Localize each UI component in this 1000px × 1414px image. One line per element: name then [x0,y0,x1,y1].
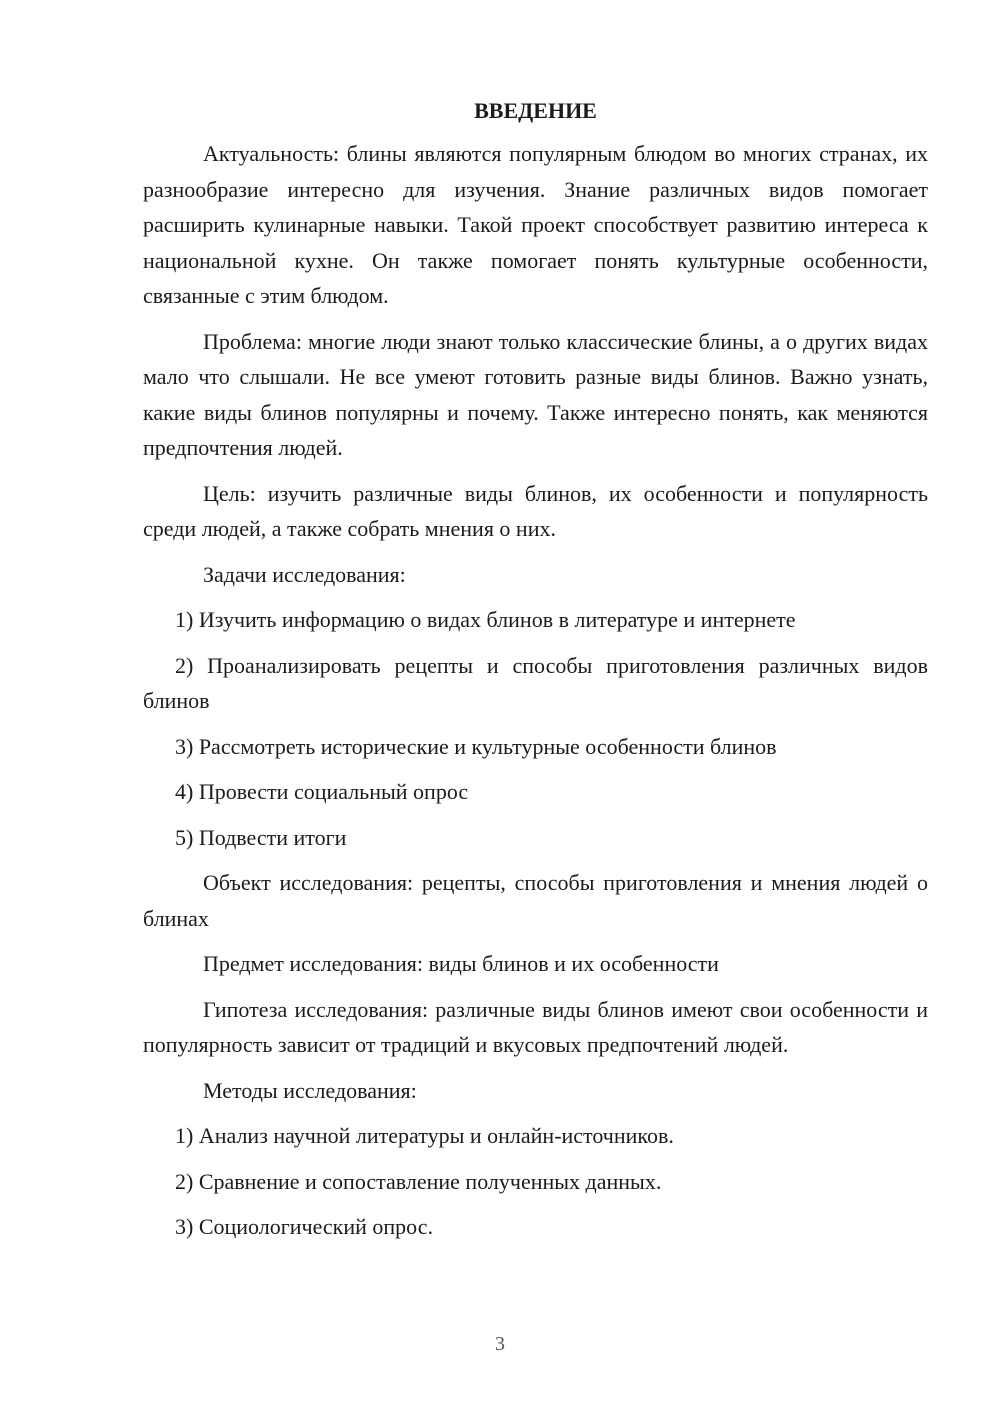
method-item-1: 1) Анализ научной литературы и онлайн-источников. [175,1123,674,1148]
task-item-2: 2) Проанализировать рецепты и способы приготовления различных видов блинов [143,652,928,713]
relevance-paragraph: Актуальность: блины являются популярным блюдом во многих странах, их разнообразие интересно для изучения. Знание различных видов помогает расширить кулинарные навыки. Такой проект способствует развитию интереса к национальной кухне. Он также помогает понять культурные особенности, связанные с этим блюдом. [143,141,928,308]
subject-paragraph: Предмет исследования: виды блинов и их особенности [203,951,719,976]
task-item-3: 3) Рассмотреть исторические и культурные особенности блинов [175,733,777,759]
hypothesis-paragraph: Гипотеза исследования: различные виды блинов имеют свои особенности и популярность зависит от традиций и вкусовых предпочтений людей. [143,996,928,1057]
tasks-heading: Задачи исследования: [203,561,406,587]
problem-paragraph: Проблема: многие люди знают только классические блины, а о других видах мало что слышали. Не все умеют готовить разные виды блинов. Важно узнать, какие виды блинов популярны и почему. Также интересно понять, как меняются предпочтения людей. [143,328,928,460]
methods-heading: Методы исследования: [203,1077,417,1103]
task-item-4: 4) Провести социальный опрос [175,779,469,804]
method-item-3: 3) Социологический опрос. [175,1214,433,1239]
task-item-1: 1) Изучить информацию о видах блинов в литературе и интернете [175,607,796,632]
method-item-2: 2) Сравнение и сопоставление полученных данных. [175,1168,662,1194]
page-number: 3 [495,1333,505,1355]
object-paragraph: Объект исследования: рецепты, способы приготовления и мнения людей о блинах [143,870,928,931]
task-item-5: 5) Подвести итоги [175,824,347,850]
document-page [143,96,928,1255]
goal-paragraph: Цель: изучить различные виды блинов, их особенности и популярность среди людей, а также собрать мнения о них. [143,480,928,541]
document-title: ВВЕДЕНИЕ [474,98,597,123]
